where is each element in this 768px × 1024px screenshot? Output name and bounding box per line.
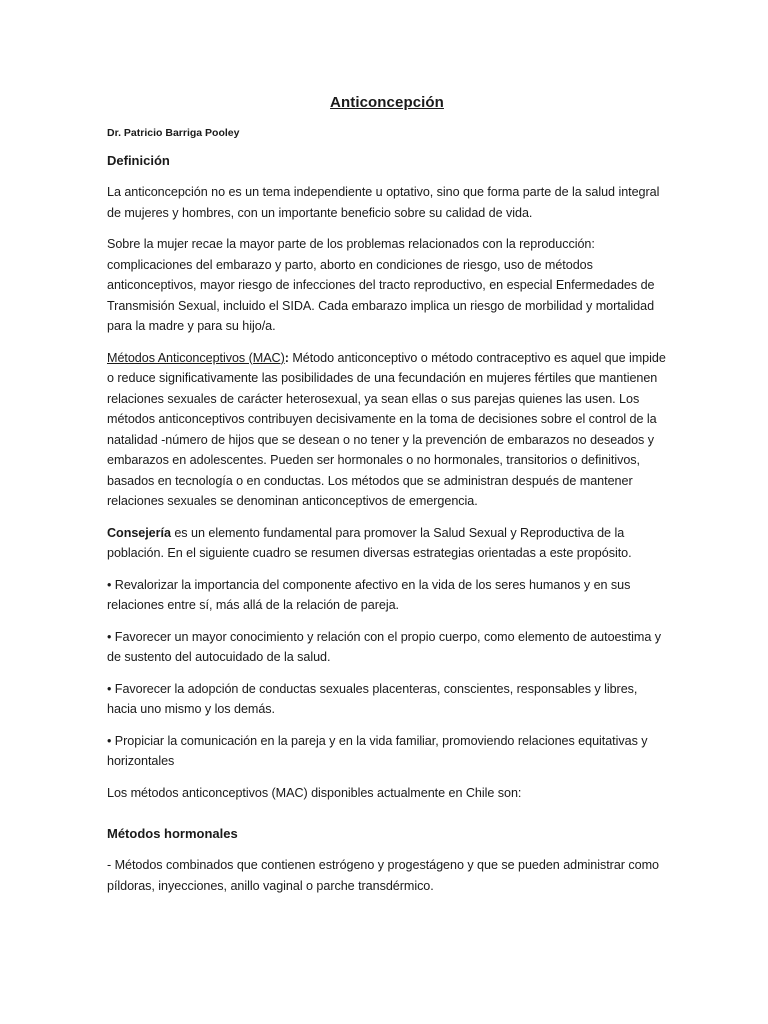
paragraph-intro: La anticoncepción no es un tema independiente u optativo, sino que forma parte de la salud integral de mujeres y hombres, con un importante beneficio sobre su calidad de vida.	[107, 185, 660, 220]
mac-colon: :	[284, 350, 289, 365]
mac-definition-text: Método anticonceptivo o método contraceptivo es aquel que impide o reduce significativamente las posibilidades de una fecundación en mujeres fértiles que mantienen relaciones sexuales de carácter heterosexual, ya sean ellas o sus parejas quienes las usen. Los métodos anticonceptivos contribuyen decisivamente en la toma de decisiones sobre el control de la natalidad -número de hijos que se desean o no tener y la prevención de embarazos no deseados y embarazos en adolescentes. Pueden ser hormonales o no hormonales, transitorios o definitivos, basados en tecnología o en conductas. Los métodos que se administran después de mantener relaciones sexuales se denominan anticonceptivos de emergencia.	[107, 350, 666, 508]
section-heading-definition: Definición	[107, 153, 170, 168]
mac-term: Métodos Anticonceptivos (MAC)	[107, 350, 285, 365]
bullet-item: • Revalorizar la importancia del componente afectivo en la vida de los seres humanos y en sus relaciones entre sí, más allá de la relación de pareja.	[107, 577, 631, 612]
bullet-item: • Favorecer la adopción de conductas sexuales placenteras, conscientes, responsables y libres, hacia uno mismo y los demás.	[107, 681, 638, 716]
paragraph-mac-definition	[107, 348, 667, 512]
paragraph-combined-methods: - Métodos combinados que contienen estrógeno y progestágeno y que se pueden administrar como píldoras, inyecciones, anillo vaginal o parche transdérmico.	[107, 858, 659, 893]
vertical-spacer	[107, 814, 667, 826]
paragraph-available-methods: Los métodos anticonceptivos (MAC) disponibles actualmente en Chile son:	[107, 785, 522, 800]
counseling-term: Consejería	[107, 525, 171, 540]
document-author: Dr. Patricio Barriga Pooley	[107, 127, 240, 139]
document-content	[107, 94, 667, 907]
bullet-item: • Favorecer un mayor conocimiento y relación con el propio cuerpo, como elemento de autoestima y de sustento del autocuidado de la salud.	[107, 629, 662, 664]
counseling-text: es un elemento fundamental para promover la Salud Sexual y Reproductiva de la población. En el siguiente cuadro se resumen diversas estrategias orientadas a este propósito.	[107, 525, 632, 560]
paragraph-women-burden: Sobre la mujer recae la mayor parte de los problemas relacionados con la reproducción: complicaciones del embarazo y parto, aborto en condiciones de riesgo, uso de métodos anticonceptivos, mayor riesgo de infecciones del tracto reproductivo, en especial Enfermedades de Transmisión Sexual, incluido el SIDA. Cada embarazo implica un riesgo de morbilidad y mortalidad para la madre y para su hijo/a.	[107, 237, 655, 333]
paragraph-counseling	[107, 523, 667, 564]
section-heading-hormonal: Métodos hormonales	[107, 826, 238, 841]
bullet-item: • Propiciar la comunicación en la pareja y en la vida familiar, promoviendo relaciones equitativas y horizontales	[107, 733, 648, 768]
document-title: Anticoncepción	[330, 94, 444, 111]
